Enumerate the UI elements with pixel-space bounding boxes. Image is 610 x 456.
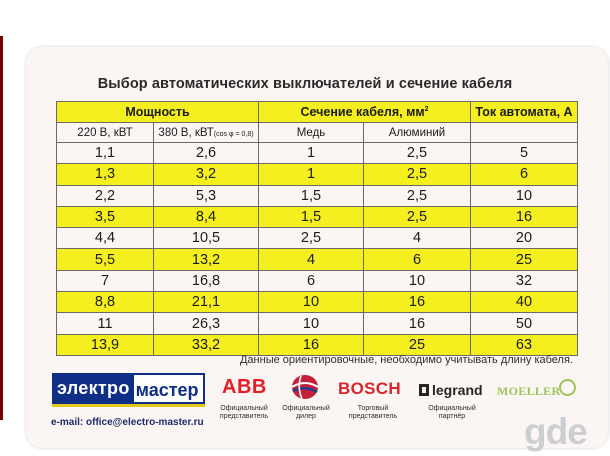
subheader-aluminum: Алюминий xyxy=(364,123,471,143)
cell-power-220: 8,8 xyxy=(57,292,154,313)
cell-breaker-current: 40 xyxy=(471,292,578,313)
abb-caption-line1: Официальный xyxy=(220,405,268,412)
header-breaker: Ток автомата, А xyxy=(471,102,578,123)
cell-copper-section: 1,5 xyxy=(259,185,364,206)
abb-logo: ABB xyxy=(222,376,267,398)
dealer-caption-line2: дилер xyxy=(296,413,316,421)
cell-power-220: 11 xyxy=(57,313,154,334)
bosch-logo: BOSCH xyxy=(338,379,401,398)
abb-caption xyxy=(216,405,272,421)
bosch-caption-line2: представитель xyxy=(348,413,398,421)
cell-power-380: 10,5 xyxy=(154,228,259,249)
cell-aluminum-section: 2,5 xyxy=(364,185,471,206)
table-row xyxy=(57,292,578,313)
cell-power-220: 5,5 xyxy=(57,249,154,270)
cell-breaker-current: 16 xyxy=(471,206,578,227)
table-row xyxy=(57,143,578,164)
cell-breaker-current: 63 xyxy=(471,334,578,355)
cell-aluminum-section: 25 xyxy=(364,334,471,355)
cell-power-380: 5,3 xyxy=(154,185,259,206)
header-cable-label: Сечение кабеля, мм xyxy=(300,105,425,119)
email-line: e-mail: office@electro-master.ru xyxy=(51,417,204,428)
cell-copper-section: 2,5 xyxy=(259,228,364,249)
cell-copper-section: 10 xyxy=(259,292,364,313)
cell-power-220: 4,4 xyxy=(57,228,154,249)
cell-power-380: 16,8 xyxy=(154,270,259,291)
bosch-caption-line1: Торговый xyxy=(357,405,389,412)
legrand-caption-line1: Официальный xyxy=(428,405,476,412)
cell-aluminum-section: 4 xyxy=(364,228,471,249)
cell-breaker-current: 10 xyxy=(471,185,578,206)
cell-power-380: 33,2 xyxy=(154,334,259,355)
cell-power-380: 13,2 xyxy=(154,249,259,270)
page-title: Выбор автоматических выключателей и сечение кабеля xyxy=(97,76,513,92)
table-row xyxy=(57,206,578,227)
cell-copper-section: 6 xyxy=(259,270,364,291)
header-cable xyxy=(259,102,471,123)
cell-aluminum-section: 16 xyxy=(364,292,471,313)
cell-power-220: 2,2 xyxy=(57,185,154,206)
cell-breaker-current: 6 xyxy=(471,164,578,185)
dealer-caption-line1: Официальный xyxy=(282,405,330,412)
cell-copper-section: 4 xyxy=(259,249,364,270)
watermark: gde xyxy=(524,411,587,452)
cell-aluminum-section: 6 xyxy=(364,249,471,270)
table-subheader-row xyxy=(57,123,578,143)
cell-copper-section: 1 xyxy=(259,143,364,164)
footnote: Данные ориентировочные, необходимо учитывать длину кабеля. xyxy=(239,354,573,366)
cell-breaker-current: 25 xyxy=(471,249,578,270)
legrand-mark-icon xyxy=(419,384,429,396)
subheader-380-label: 380 В, кВТ xyxy=(158,126,214,139)
table-row xyxy=(57,270,578,291)
table-header-row xyxy=(57,102,578,123)
logo-part-electro: электро xyxy=(52,373,134,404)
cell-aluminum-section: 16 xyxy=(364,313,471,334)
cell-power-220: 7 xyxy=(57,270,154,291)
table-row xyxy=(57,228,578,249)
cell-copper-section: 10 xyxy=(259,313,364,334)
cell-power-220: 1,1 xyxy=(57,143,154,164)
header-power: Мощность xyxy=(57,102,259,123)
cell-power-380: 26,3 xyxy=(154,313,259,334)
dealer-caption xyxy=(278,405,334,421)
cell-aluminum-section: 2,5 xyxy=(364,143,471,164)
cell-copper-section: 16 xyxy=(259,334,364,355)
cell-breaker-current: 50 xyxy=(471,313,578,334)
abb-caption-line2: представитель xyxy=(219,413,269,421)
subheader-380 xyxy=(154,123,259,143)
left-edge-strip xyxy=(0,36,3,420)
logo-part-master: мастер xyxy=(134,373,205,404)
moeller-logo: MOELLER xyxy=(497,384,561,398)
elektromaster-logo xyxy=(52,373,205,404)
subheader-380-note: (cos φ = 0,8) xyxy=(213,130,254,138)
bosch-caption xyxy=(336,405,410,421)
logo-underline xyxy=(52,404,205,407)
cell-power-220: 3,5 xyxy=(57,206,154,227)
moeller-ring-icon xyxy=(559,379,576,396)
legrand-logo xyxy=(419,382,483,398)
cell-breaker-current: 5 xyxy=(471,143,578,164)
legrand-caption-line2: партнёр xyxy=(438,413,466,421)
cell-power-220: 13,9 xyxy=(57,334,154,355)
subheader-copper: Медь xyxy=(259,123,364,143)
globe-logo-icon xyxy=(287,373,323,401)
subheader-breaker-empty xyxy=(471,123,578,143)
table-row xyxy=(57,313,578,334)
cell-power-380: 2,6 xyxy=(154,143,259,164)
cell-aluminum-section: 10 xyxy=(364,270,471,291)
subheader-220: 220 В, кВТ xyxy=(57,123,154,143)
cell-power-380: 3,2 xyxy=(154,164,259,185)
cell-copper-section: 1 xyxy=(259,164,364,185)
legrand-caption xyxy=(419,405,485,421)
cell-power-380: 21,1 xyxy=(154,292,259,313)
legrand-wordmark: legrand xyxy=(432,382,483,398)
breaker-cable-table xyxy=(56,101,578,356)
header-cable-sup: 2 xyxy=(424,105,429,113)
cell-aluminum-section: 2,5 xyxy=(364,206,471,227)
table-row xyxy=(57,185,578,206)
table-row xyxy=(57,334,578,355)
table-row xyxy=(57,164,578,185)
cell-power-380: 8,4 xyxy=(154,206,259,227)
cell-breaker-current: 20 xyxy=(471,228,578,249)
cell-power-220: 1,3 xyxy=(57,164,154,185)
cell-breaker-current: 32 xyxy=(471,270,578,291)
cell-copper-section: 1,5 xyxy=(259,206,364,227)
table-row xyxy=(57,249,578,270)
cell-aluminum-section: 2,5 xyxy=(364,164,471,185)
